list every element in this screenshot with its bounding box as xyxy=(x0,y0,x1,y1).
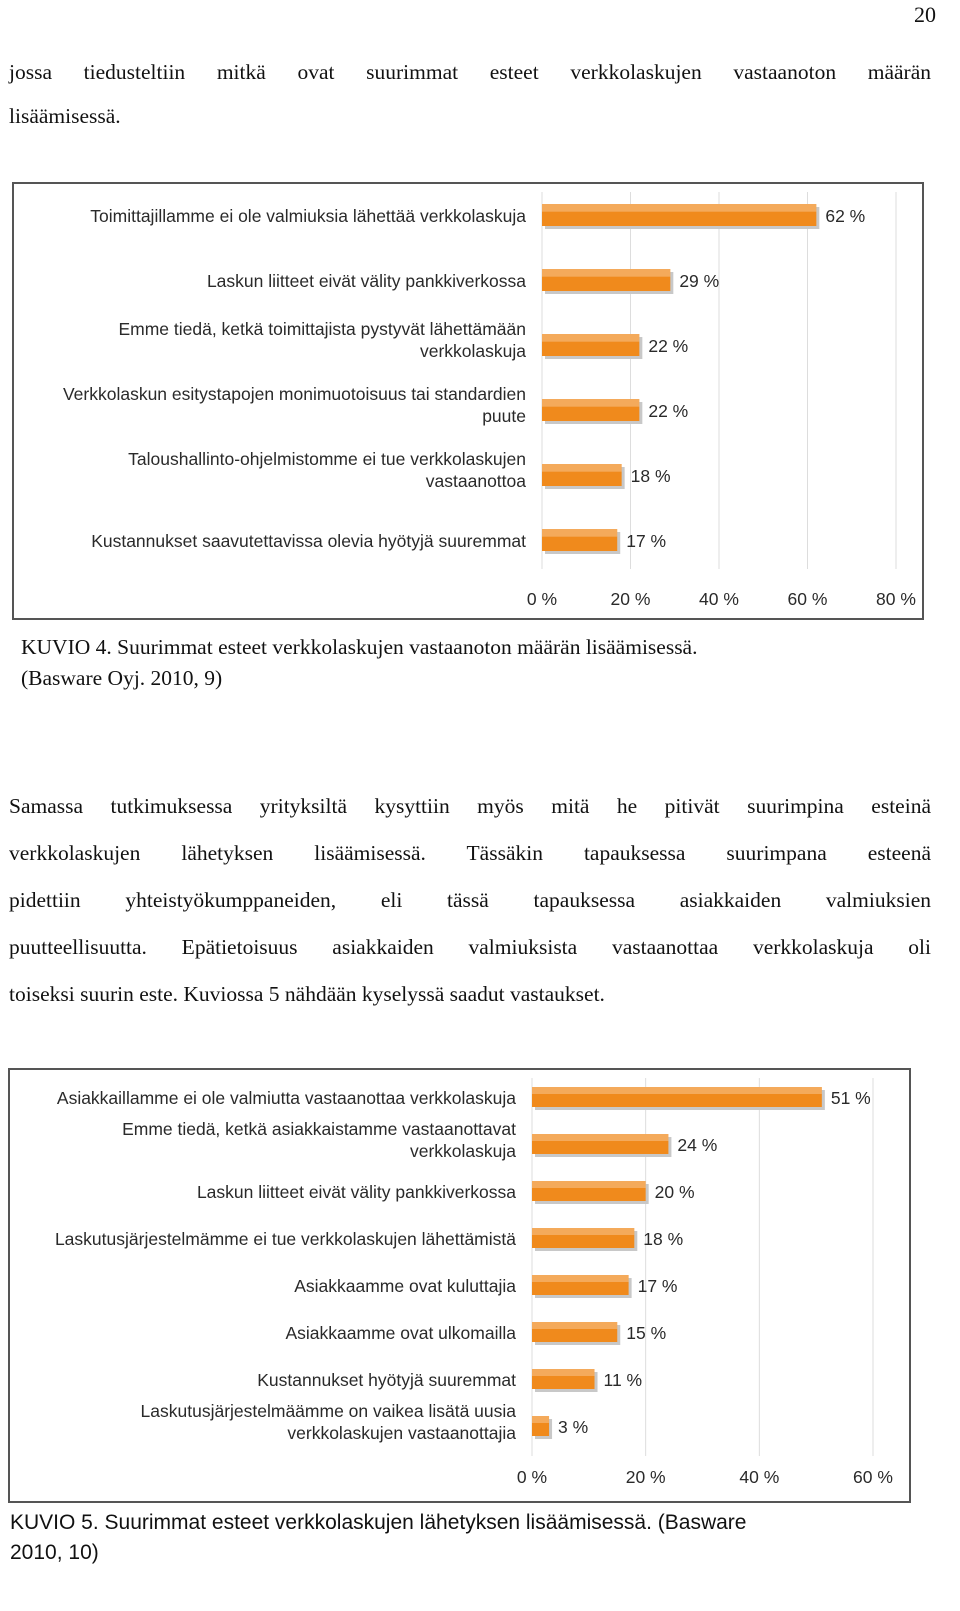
chart2-value-label: 20 % xyxy=(654,1182,695,1202)
paragraph-line-4: puutteellisuutta. Epätietoisuus asiakkaiden valmiuksista vastaanottaa verkkolaskuja oli xyxy=(9,935,931,959)
chart2-category-label: Emme tiedä, ketkä asiakkaistamme vastaanottavat xyxy=(122,1119,516,1139)
chart2-category-label: Asiakkaamme ovat kuluttajia xyxy=(294,1276,516,1296)
chart2-category-label: Kustannukset hyötyjä suuremmat xyxy=(257,1370,516,1390)
paragraph-line-5: toiseksi suurin este. Kuviossa 5 nähdään kyselyssä saadut vastaukset. xyxy=(9,982,605,1006)
page-number: 20 xyxy=(914,2,936,27)
chart2-value-label: 15 % xyxy=(626,1323,667,1343)
chart2-bar-highlight xyxy=(532,1134,668,1141)
intro-line-2: lisäämisessä. xyxy=(9,104,121,128)
chart1-bar-highlight xyxy=(542,204,816,212)
chart1-category-label: Verkkolaskun esitystapojen monimuotoisuus tai standardien xyxy=(62,384,526,404)
paragraph-line-2: verkkolaskujen lähetyksen lisäämisessä. Tässäkin tapauksessa suurimpana esteenä xyxy=(9,841,931,865)
chart1-category-label: verkkolaskuja xyxy=(419,341,526,361)
chart1-value-label: 62 % xyxy=(825,206,866,226)
chart1-bar-highlight xyxy=(542,334,639,342)
chart2-bar-highlight xyxy=(532,1416,549,1423)
chart1-bar-highlight xyxy=(542,464,622,472)
chart2-category-label: Laskutusjärjestelmämme ei tue verkkolaskujen lähettämistä xyxy=(54,1229,516,1249)
chart2-category-label: Laskun liitteet eivät välity pankkiverkossa xyxy=(196,1182,516,1202)
chart2-bar-highlight xyxy=(532,1228,634,1235)
chart2-bar-highlight xyxy=(532,1369,595,1376)
chart1-tick-label: 20 % xyxy=(610,589,651,609)
figure5-caption-line-1: KUVIO 5. Suurimmat esteet verkkolaskujen lähetyksen lisäämisessä. (Basware xyxy=(10,1511,747,1534)
figure5-bar-chart xyxy=(10,1070,909,1501)
chart2-category-label: verkkolaskujen vastaanottajia xyxy=(287,1423,516,1443)
intro-line-1: jossa tiedusteltiin mitkä ovat suurimmat esteet verkkolaskujen vastaanoton määrän xyxy=(9,60,931,84)
chart2-value-label: 11 % xyxy=(603,1370,643,1390)
chart2-category-label: verkkolaskuja xyxy=(409,1141,516,1161)
chart2-category-label: Asiakkaamme ovat ulkomailla xyxy=(285,1323,516,1343)
chart1-bar-highlight xyxy=(542,529,617,537)
chart1-bar-highlight xyxy=(542,399,639,407)
chart1-category-label: Emme tiedä, ketkä toimittajista pystyvät lähettämään xyxy=(118,319,526,339)
chart2-value-label: 51 % xyxy=(830,1088,871,1108)
figure4-bar-chart xyxy=(14,184,922,618)
figure4-caption-line-1: KUVIO 4. Suurimmat esteet verkkolaskujen vastaanoton määrän lisäämisessä. xyxy=(21,635,698,659)
chart2-tick-label: 60 % xyxy=(853,1467,893,1487)
chart1-category-label: Taloushallinto-ohjelmistomme ei tue verkkolaskujen xyxy=(128,449,526,469)
paragraph-line-1: Samassa tutkimuksessa yrityksiltä kysyttiin myös mitä he pitivät suurimpina esteinä xyxy=(9,794,931,818)
chart1-tick-label: 80 % xyxy=(876,589,916,609)
paragraph-line-3: pidettiin yhteistyökumppaneiden, eli tässä tapauksessa asiakkaiden valmiuksien xyxy=(9,888,931,912)
chart2-bar-highlight xyxy=(532,1322,617,1329)
body-paragraph xyxy=(9,783,931,1018)
figure5-caption-line-2: 2010, 10) xyxy=(10,1541,99,1564)
chart2-bar-highlight xyxy=(532,1275,629,1282)
chart1-tick-label: 40 % xyxy=(699,589,739,609)
figure4-chart-frame xyxy=(12,182,924,620)
chart1-category-label: puute xyxy=(482,406,526,426)
chart1-category-label: Laskun liitteet eivät välity pankkiverkossa xyxy=(206,271,526,291)
chart1-bar-highlight xyxy=(542,269,670,277)
chart2-tick-label: 20 % xyxy=(625,1467,666,1487)
chart2-tick-label: 0 % xyxy=(516,1467,548,1487)
chart2-bar-highlight xyxy=(532,1087,822,1094)
chart1-tick-label: 60 % xyxy=(787,589,828,609)
chart1-category-label: vastaanottoa xyxy=(425,471,526,491)
chart2-category-label: Asiakkaillamme ei ole valmiutta vastaanottaa verkkolaskuja xyxy=(56,1088,516,1108)
chart1-tick-label: 0 % xyxy=(526,589,558,609)
chart1-value-label: 22 % xyxy=(648,401,689,421)
chart1-value-label: 18 % xyxy=(630,466,671,486)
chart2-value-label: 18 % xyxy=(643,1229,684,1249)
chart1-category-label: Toimittajillamme ei ole valmiuksia lähettää verkkolaskuja xyxy=(90,206,526,226)
chart1-value-label: 22 % xyxy=(648,336,689,356)
chart1-value-label: 17 % xyxy=(626,531,667,551)
figure4-caption-line-2: (Basware Oyj. 2010, 9) xyxy=(21,666,223,690)
chart2-value-label: 17 % xyxy=(637,1276,678,1296)
chart2-value-label: 3 % xyxy=(558,1417,589,1437)
chart2-value-label: 24 % xyxy=(677,1135,718,1155)
chart2-tick-label: 40 % xyxy=(739,1467,780,1487)
figure5-chart-frame xyxy=(8,1068,911,1503)
chart2-bar-highlight xyxy=(532,1181,646,1188)
chart1-category-label: Kustannukset saavutettavissa olevia hyötyjä suuremmat xyxy=(91,531,526,551)
chart1-value-label: 29 % xyxy=(679,271,720,291)
chart2-category-label: Laskutusjärjestelmäämme on vaikea lisätä uusia xyxy=(140,1401,516,1421)
